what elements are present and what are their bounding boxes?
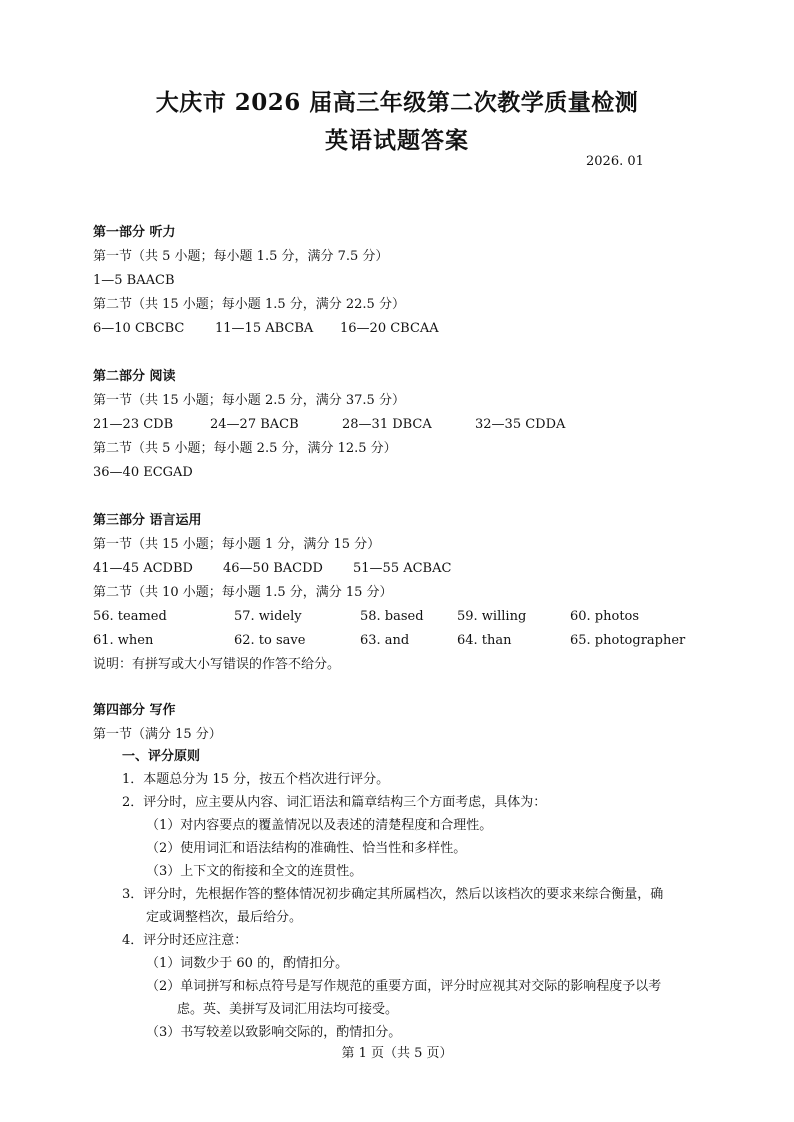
part3-section2-answer: 61. when	[93, 633, 154, 648]
part3-section1-answer: 51—55 ACBAC	[353, 561, 452, 576]
scoring-rule-2: 2．评分时，应主要从内容、词汇语法和篇章结构三个方面考虑，具体为：	[122, 795, 547, 810]
part3-section2-answer: 56. teamed	[93, 609, 167, 624]
part2-section1-heading: 第一节（共 15 小题；每小题 2.5 分，满分 37.5 分）	[93, 393, 405, 408]
part1-section2-heading: 第二节（共 15 小题；每小题 1.5 分，满分 22.5 分）	[93, 297, 405, 312]
document-subtitle: 英语试题答案	[325, 127, 469, 154]
part3-note: 说明：有拼写或大小写错误的作答不给分。	[93, 657, 341, 672]
part1-section2-answer: 11—15 ABCBA	[215, 321, 314, 336]
document-date: 2026. 01	[586, 154, 644, 169]
document-title: 大庆市 2026 届高三年级第二次教学质量检测	[155, 89, 639, 116]
scoring-rule-1: 1．本题总分为 15 分，按五个档次进行评分。	[122, 772, 390, 787]
part1-section1-heading: 第一节（共 5 小题；每小题 1.5 分，满分 7.5 分）	[93, 249, 389, 264]
part3-section2-answer: 58. based	[360, 609, 424, 624]
part2-section1-answer: 21—23 CDB	[93, 417, 174, 432]
part2-heading: 第二部分 阅读	[93, 369, 176, 384]
scoring-rule-4: 4．评分时还应注意：	[122, 933, 248, 948]
part3-section1-answer: 41—45 ACDBD	[93, 561, 193, 576]
part3-section2-heading: 第二节（共 10 小题；每小题 1.5 分，满分 15 分）	[93, 585, 393, 600]
part3-section1-answer: 46—50 BACDD	[223, 561, 323, 576]
part3-section2-answer: 57. widely	[234, 609, 302, 624]
part2-section1-answer: 28—31 DBCA	[342, 417, 432, 432]
scoring-rule-4-sub: （2）单词拼写和标点符号是写作规范的重要方面，评分时应视其对交际的影响程度予以考	[146, 979, 662, 994]
part3-heading: 第三部分 语言运用	[93, 513, 202, 528]
part1-section1-answer: 1—5 BAACB	[93, 273, 175, 288]
part3-section2-answer: 65. photographer	[570, 633, 686, 648]
part2-section2-answer: 36—40 ECGAD	[93, 465, 193, 480]
part1-section2-answer: 16—20 CBCAA	[340, 321, 439, 336]
part3-section2-answer: 59. willing	[457, 609, 527, 624]
scoring-rule-4-sub-continued: 虑。英、美拼写及词汇用法均可接受。	[177, 1002, 399, 1017]
part3-section1-heading: 第一节（共 15 小题；每小题 1 分，满分 15 分）	[93, 537, 381, 552]
part3-section2-answer: 62. to save	[234, 633, 306, 648]
scoring-rule-4-sub: （1）词数少于 60 的，酌情扣分。	[146, 956, 349, 971]
part1-heading: 第一部分 听力	[93, 225, 176, 240]
page-footer: 第 1 页（共 5 页）	[341, 1046, 453, 1061]
part4-heading: 第四部分 写作	[93, 703, 176, 718]
part2-section1-answer: 32—35 CDDA	[475, 417, 566, 432]
scoring-rule-3-continued: 定或调整档次，最后给分。	[146, 910, 303, 925]
scoring-rule-2-sub: （1）对内容要点的覆盖情况以及表述的清楚程度和合理性。	[146, 818, 493, 833]
scoring-rule-4-sub: （3）书写较差以致影响交际的，酌情扣分。	[146, 1025, 402, 1040]
scoring-rule-2-sub: （3）上下文的衔接和全文的连贯性。	[146, 864, 363, 879]
part3-section2-answer: 63. and	[360, 633, 410, 648]
scoring-principles-heading: 一、评分原则	[122, 749, 201, 764]
part3-section2-answer: 64. than	[457, 633, 512, 648]
part2-section1-answer: 24—27 BACB	[210, 417, 299, 432]
part3-section2-answer: 60. photos	[570, 609, 640, 624]
part2-section2-heading: 第二节（共 5 小题；每小题 2.5 分，满分 12.5 分）	[93, 441, 397, 456]
scoring-rule-2-sub: （2）使用词汇和语法结构的准确性、恰当性和多样性。	[146, 841, 467, 856]
part1-section2-answer: 6—10 CBCBC	[93, 321, 185, 336]
scoring-rule-3: 3．评分时，先根据作答的整体情况初步确定其所属档次，然后以该档次的要求来综合衡量，确	[122, 887, 664, 902]
part4-section1-heading: 第一节（满分 15 分）	[93, 727, 222, 742]
